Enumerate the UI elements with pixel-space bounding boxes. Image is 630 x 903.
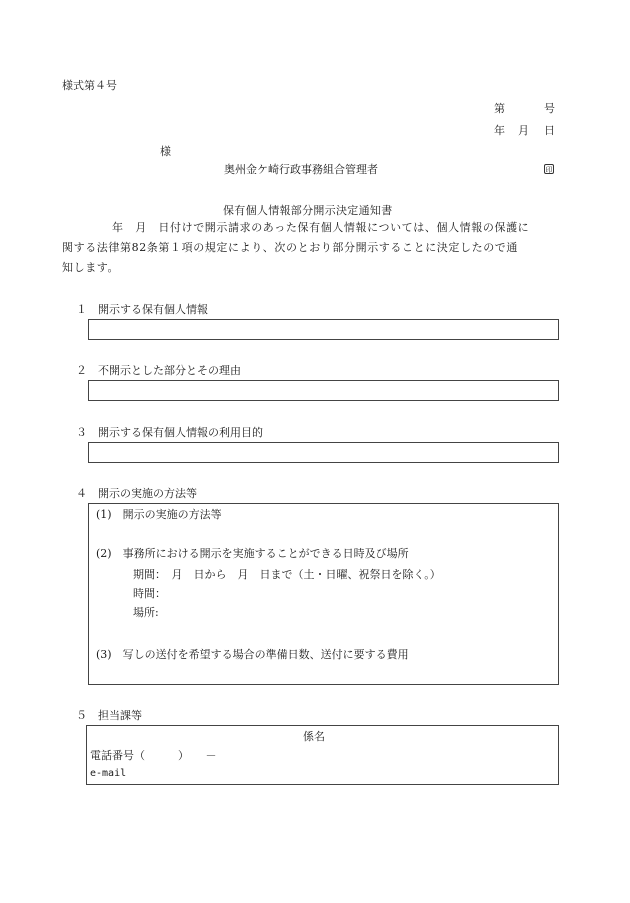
section-4-item-3: (3) 写しの送付を希望する場合の準備日数、送付に要する費用	[96, 648, 409, 661]
section-3-box	[88, 442, 559, 463]
section-3-heading: ３ 開示する保有個人情報の利用目的	[76, 426, 263, 439]
section-4-period: 期間： 月 日から 月 日まで（土・日曜、祝祭日を除く。）	[133, 568, 441, 581]
section-4-item-1: (1) 開示の実施の方法等	[96, 508, 222, 521]
seal-mark: 印	[545, 166, 553, 174]
section-4-time: 時間：	[133, 587, 166, 600]
doc-number-prefix: 第	[494, 102, 505, 115]
body-paragraph	[62, 218, 572, 278]
sender-name: 奥州金ケ崎行政事務組合管理者	[224, 163, 378, 176]
section-2-box	[88, 380, 559, 401]
section-4-heading: ４ 開示の実施の方法等	[76, 487, 197, 500]
document-title: 保有個人情報部分開示決定通知書	[223, 204, 393, 217]
body-line-1: 年 月 日付けで開示請求のあった保有個人情報については、個人情報の保護に	[112, 221, 530, 234]
date-month: 月	[518, 124, 529, 137]
addressee-suffix: 様	[160, 145, 171, 158]
form-number: 様式第４号	[62, 79, 117, 92]
section-4-place: 場所:	[133, 606, 159, 619]
section-5-phone: 電話番号（ ） －	[90, 749, 217, 762]
doc-number-suffix: 号	[544, 102, 555, 115]
section-1-heading: １ 開示する保有個人情報	[76, 303, 208, 316]
date-year: 年	[494, 124, 505, 137]
section-4-item-2: (2) 事務所における開示を実施することができる日時及び場所	[96, 547, 409, 560]
section-1-box	[88, 319, 559, 340]
section-2-heading: ２ 不開示とした部分とその理由	[76, 364, 241, 377]
body-line-2: 関する法律第82条第１項の規定により、次のとおり部分開示することに決定したので通	[62, 241, 518, 254]
section-5-kakari: 係名	[303, 730, 325, 743]
section-5-heading: ５ 担当課等	[76, 709, 142, 722]
section-5-email: e-mail	[90, 768, 127, 779]
body-line-3: 知します。	[62, 261, 120, 274]
date-day: 日	[544, 124, 555, 137]
